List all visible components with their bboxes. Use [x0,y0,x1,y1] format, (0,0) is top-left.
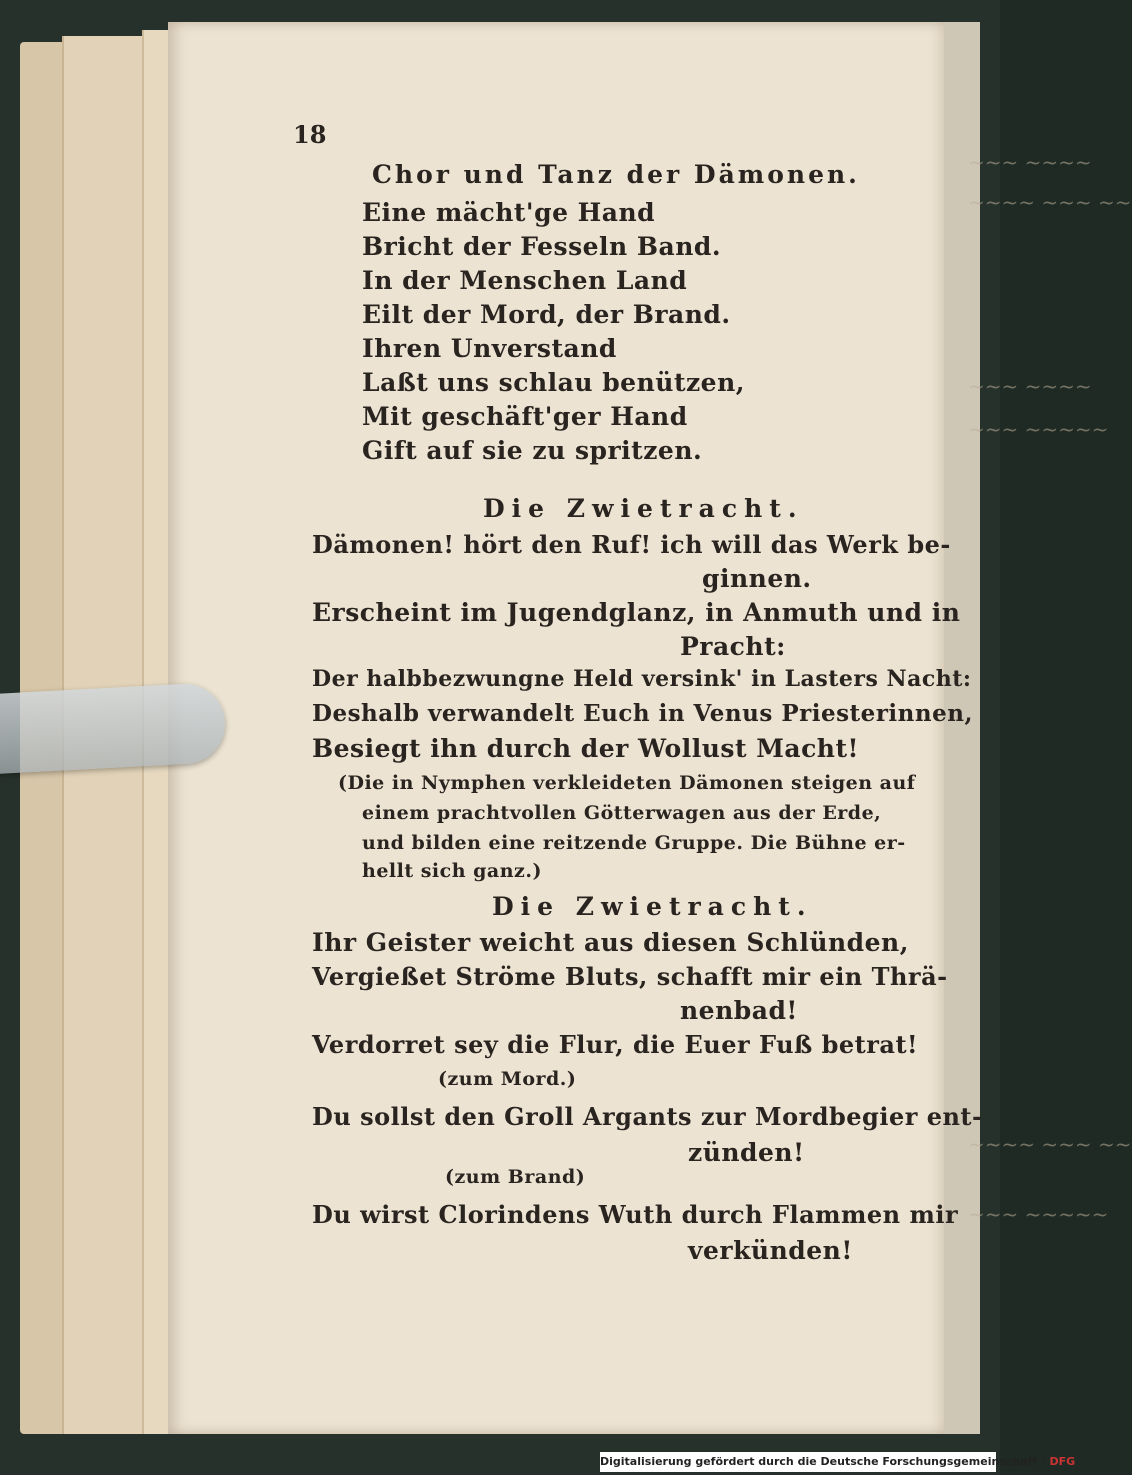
choir-heading: Chor und Tanz der Dämonen. [372,160,860,189]
verse-line: Bricht der Fesseln Band. [362,232,722,261]
digitization-footer [600,1452,1076,1472]
speech-line: nenbad! [680,996,798,1025]
speech-line: Du wirst Clorindens Wuth durch Flammen mir [312,1200,959,1229]
verse-line: Eilt der Mord, der Brand. [362,300,731,329]
verse-line: Gift auf sie zu spritzen. [362,436,703,465]
speech-line: Vergießet Ströme Bluts, schafft mir ein Thrä- [312,962,948,991]
verse-line: Ihren Unverstand [362,334,617,363]
stage-direction-line: (Die in Nymphen verkleideten Dämonen steigen auf [338,772,916,794]
show-through-text: ~~~ ~~~~ [968,374,1092,398]
speech-line: zünden! [688,1138,805,1167]
page-number: 18 [293,120,327,149]
speech-line: Ihr Geister weicht aus diesen Schlünden, [312,928,909,957]
dfg-logo: DFG [1049,1455,1076,1468]
speech-line: Du sollst den Groll Argants zur Mordbegier ent- [312,1102,983,1131]
speech-line: ginnen. [702,564,812,593]
speech-line: Dämonen! hört den Ruf! ich will das Werk be- [312,530,951,559]
speech-line: Pracht: [680,632,786,661]
speech-line: Erscheint im Jugendglanz, in Anmuth und in [312,598,961,627]
speaker-name: Die Zwietracht. [483,494,804,523]
stage-direction-line: einem prachtvollen Götterwagen aus der Erde, [362,802,882,824]
show-through-text: ~~~ ~~~~ [968,150,1092,174]
verse-line: Laßt uns schlau benützen, [362,368,745,397]
speech-line: Der halbbezwungne Held versink' in Lasters Nacht: [312,666,972,692]
speech-line: Deshalb verwandelt Euch in Venus Priesterinnen, [312,700,973,727]
verse-line: Mit geschäft'ger Hand [362,402,688,431]
aside-direction: (zum Mord.) [438,1068,577,1090]
speaker-name: Die Zwietracht. [492,892,813,921]
speech-line: Verdorret sey die Flur, die Euer Fuß betrat! [312,1030,919,1059]
stage-direction-line: und bilden eine reitzende Gruppe. Die Bühne er- [362,832,906,854]
show-through-text: ~~~ ~~~~~ [968,417,1109,441]
speech-line: verkünden! [688,1236,853,1265]
verse-line: Eine mächt'ge Hand [362,198,656,227]
stage-direction-line: hellt sich ganz.) [362,860,542,882]
show-through-text: ~~~ ~~~~~ [968,1202,1109,1226]
footer-text: Digitalisierung gefördert durch die Deutsche Forschungsgemeinschaft · [600,1455,1046,1468]
show-through-text: ~~~~ ~~~ ~~ [968,1132,1132,1156]
aside-direction: (zum Brand) [445,1166,586,1188]
show-through-text: ~~~~ ~~~ ~~ [968,190,1132,214]
verse-line: In der Menschen Land [362,266,688,295]
speech-line: Besiegt ihn durch der Wollust Macht! [312,734,859,763]
page-holder-clip [0,682,227,774]
